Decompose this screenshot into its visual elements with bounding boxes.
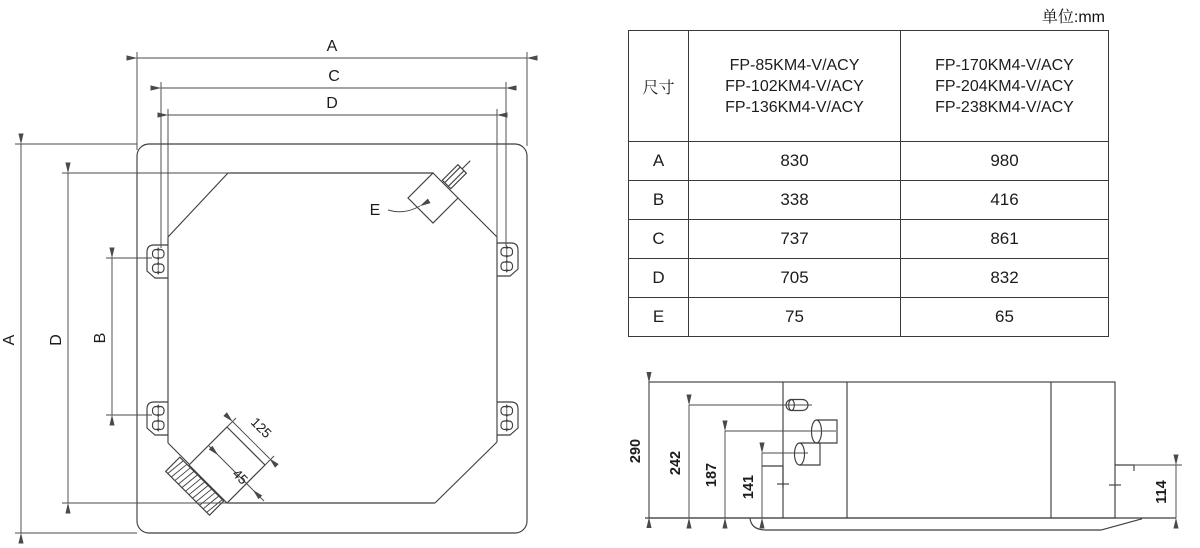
model-name: FP-204KM4-V/ACY: [935, 77, 1074, 95]
hanger-bracket-bottom-right: [497, 402, 518, 435]
dim-d-vertical-label: D: [48, 334, 65, 346]
dim-290-label: 290: [628, 438, 644, 464]
unit-body-outline: [168, 173, 497, 503]
dim-c-horizontal-label: C: [328, 68, 340, 85]
dim-a-horizontal: [137, 38, 527, 150]
dim-d-horizontal: [168, 95, 497, 239]
decoration-panel-side: [750, 519, 1142, 531]
dim-125-label: 125: [247, 414, 275, 442]
table-row-d: [629, 259, 1109, 298]
value-group2: 861: [901, 220, 1109, 259]
hanger-bracket-top-right: [497, 243, 518, 276]
dim-141-label: 141: [741, 474, 757, 500]
dim-letter: B: [629, 181, 689, 220]
dim-b-vertical-label: B: [92, 332, 109, 344]
hanger-bracket-bottom-left: [147, 402, 168, 435]
hanger-bracket-top-left: [147, 245, 168, 278]
ceiling-panel-outline: [137, 144, 527, 533]
model-name: FP-85KM4-V/ACY: [729, 56, 860, 74]
value-group1: 705: [689, 259, 901, 298]
electrical-box: [408, 173, 458, 223]
dim-a-vertical-label: A: [1, 334, 18, 346]
dim-290: [628, 383, 649, 518]
value-group1: 75: [689, 298, 901, 337]
dim-114-label: 114: [1154, 480, 1170, 504]
dim-242: [668, 405, 812, 518]
pipe-upper-icon: [812, 420, 838, 443]
table-row-c: [629, 220, 1109, 259]
table-row-a: [629, 142, 1109, 181]
table-row-e: [629, 298, 1109, 337]
dimensions-table: [628, 30, 1109, 337]
dim-187-label: 187: [704, 462, 720, 488]
hanger-hook-right: [1109, 465, 1134, 485]
conduit-stub-icon: [442, 157, 474, 189]
value-group1: 338: [689, 181, 901, 220]
dim-141: [741, 453, 808, 518]
dim-letter: E: [629, 298, 689, 337]
dim-letter: D: [629, 259, 689, 298]
value-group2: 416: [901, 181, 1109, 220]
dim-e-label: E: [369, 202, 381, 219]
table-header-row: [629, 31, 1109, 142]
value-group2: 832: [901, 259, 1109, 298]
pipe-lower-icon: [795, 443, 821, 465]
header-dim-column: 尺寸: [629, 31, 689, 142]
model-name: FP-170KM4-V/ACY: [935, 56, 1074, 74]
dim-114: [1121, 465, 1182, 518]
model-name: FP-102KM4-V/ACY: [725, 77, 864, 95]
hanger-hook-left: [762, 466, 789, 488]
dim-45-label: 45: [229, 466, 251, 488]
dim-e-callout: [370, 202, 420, 219]
side-view-drawing: [620, 360, 1200, 548]
value-group1: 737: [689, 220, 901, 259]
side-body-outline: [649, 382, 1115, 518]
dim-b-vertical: [92, 258, 152, 415]
dim-a-horizontal-label: A: [326, 38, 338, 55]
unit-label: 单位:mm: [1041, 9, 1105, 26]
dim-125: [227, 415, 274, 465]
value-group1: 830: [689, 142, 901, 181]
model-name: FP-136KM4-V/ACY: [725, 98, 864, 116]
dim-letter: C: [629, 220, 689, 259]
value-group2: 65: [901, 298, 1109, 337]
dim-a-vertical: [1, 144, 137, 533]
dim-letter: A: [629, 142, 689, 181]
dim-d-horizontal-label: D: [326, 95, 338, 112]
table-row-b: [629, 181, 1109, 220]
dim-242-label: 242: [668, 450, 684, 476]
value-group2: 980: [901, 142, 1109, 181]
header-model-group-1: [689, 31, 901, 142]
header-model-group-2: [901, 31, 1109, 142]
dim-187: [704, 431, 836, 518]
dim-d-vertical: [48, 173, 230, 503]
model-name: FP-238KM4-V/ACY: [935, 98, 1074, 116]
pipe-hose-hatch: [166, 457, 224, 515]
